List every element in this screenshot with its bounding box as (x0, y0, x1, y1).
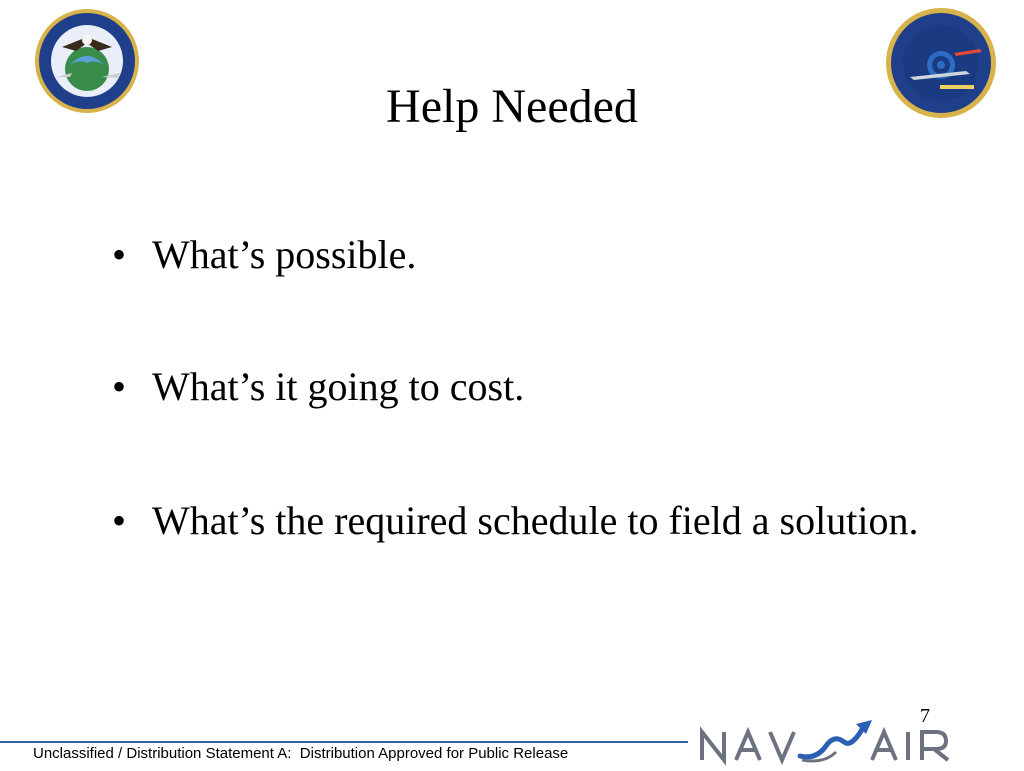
bullet-item (110, 494, 932, 548)
page-number: 7 (920, 705, 930, 727)
bullet-item (110, 360, 932, 414)
bullet-glyph: • (112, 232, 127, 277)
distribution-statement: Unclassified / Distribution Statement A: Distribution Approved for Public Release (33, 745, 569, 762)
navair-logo-icon (696, 716, 976, 766)
bullet-item (110, 228, 932, 282)
bullet-text: What’s it going to cost. (152, 364, 525, 409)
bullet-text: What’s possible. (152, 232, 417, 277)
bullet-glyph: • (112, 364, 127, 409)
footer-divider (0, 741, 688, 743)
bullet-text: What’s the required schedule to field a solution. (152, 498, 919, 543)
slide-title: Help Needed (386, 80, 638, 133)
bullet-glyph: • (112, 498, 127, 543)
